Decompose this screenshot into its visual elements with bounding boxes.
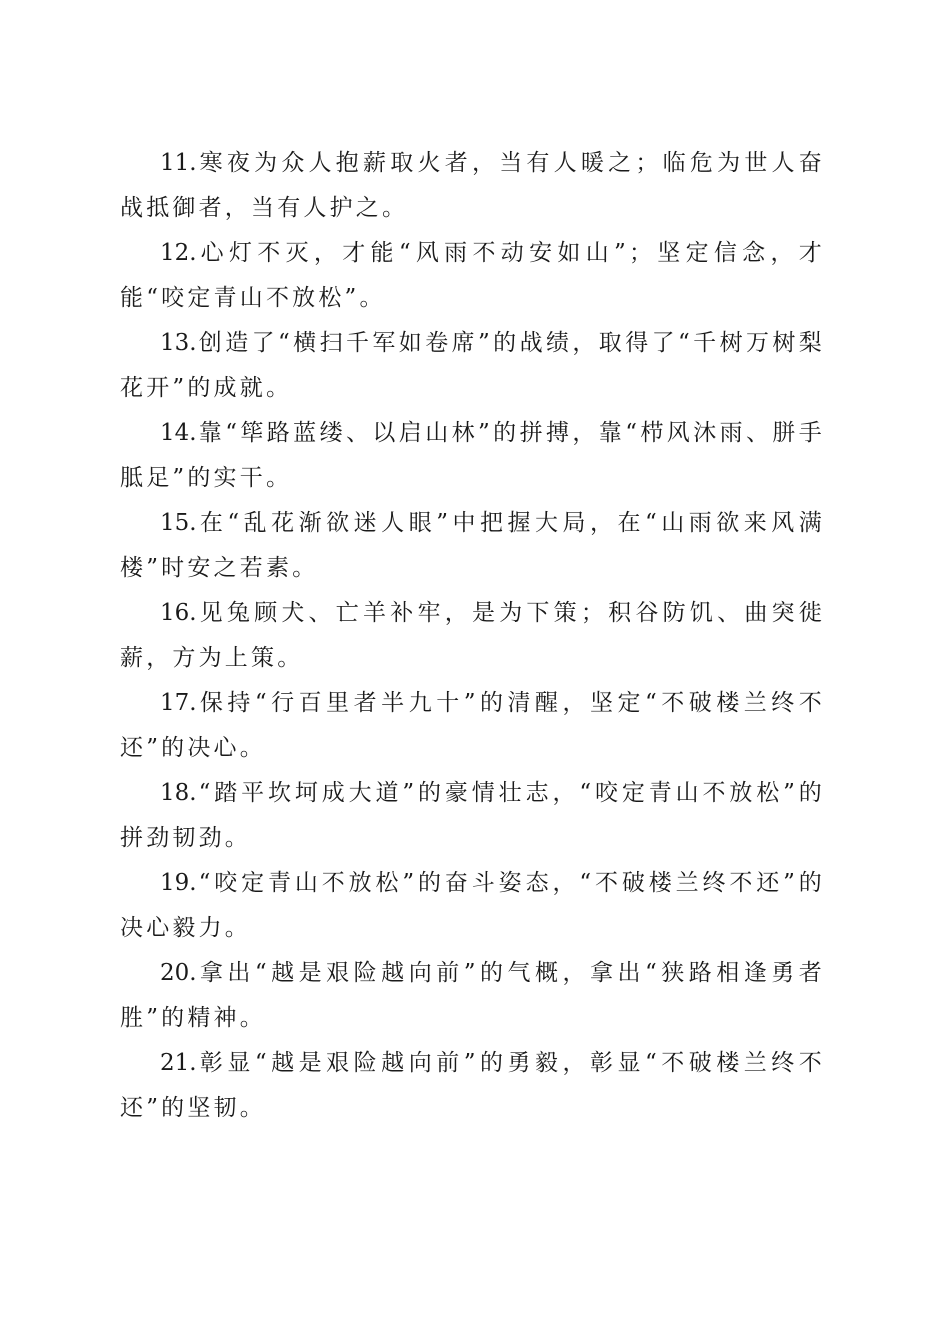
item-text: “踏平坎坷成大道”的豪情壮志，“咬定青山不放松”的拼劲韧劲。 bbox=[120, 780, 825, 851]
document-body bbox=[120, 141, 825, 1131]
item-number: 17. bbox=[160, 690, 197, 716]
list-item bbox=[120, 501, 825, 591]
item-text: 寒夜为众人抱薪取火者，当有人暖之；临危为世人奋战抵御者，当有人护之。 bbox=[120, 150, 825, 221]
list-item bbox=[120, 141, 825, 231]
item-number: 19. bbox=[160, 870, 197, 896]
list-item bbox=[120, 861, 825, 951]
item-number: 21. bbox=[160, 1050, 197, 1076]
item-number: 12. bbox=[160, 240, 197, 266]
item-number: 14. bbox=[160, 420, 197, 446]
list-item bbox=[120, 681, 825, 771]
item-text: “咬定青山不放松”的奋斗姿态，“不破楼兰终不还”的决心毅力。 bbox=[120, 870, 825, 941]
item-text: 见兔顾犬、亡羊补牢，是为下策；积谷防饥、曲突徙薪，方为上策。 bbox=[120, 600, 825, 671]
list-item bbox=[120, 321, 825, 411]
item-number: 18. bbox=[160, 780, 197, 806]
item-text: 拿出“越是艰险越向前”的气概，拿出“狭路相逢勇者胜”的精神。 bbox=[120, 960, 825, 1031]
item-text: 保持“行百里者半九十”的清醒，坚定“不破楼兰终不还”的决心。 bbox=[120, 690, 825, 761]
item-text: 在“乱花渐欲迷人眼”中把握大局，在“山雨欲来风满楼”时安之若素。 bbox=[120, 510, 825, 581]
item-text: 靠“筚路蓝缕、以启山林”的拼搏，靠“栉风沐雨、胼手胝足”的实干。 bbox=[120, 420, 825, 491]
item-number: 13. bbox=[160, 330, 197, 356]
item-number: 15. bbox=[160, 510, 197, 536]
list-item bbox=[120, 231, 825, 321]
list-item bbox=[120, 1041, 825, 1131]
item-text: 心灯不灭，才能“风雨不动安如山”；坚定信念，才能“咬定青山不放松”。 bbox=[120, 240, 825, 311]
item-text: 创造了“横扫千军如卷席”的战绩，取得了“千树万树梨花开”的成就。 bbox=[120, 330, 825, 401]
item-number: 16. bbox=[160, 600, 197, 626]
list-item bbox=[120, 591, 825, 681]
list-item bbox=[120, 771, 825, 861]
list-item bbox=[120, 411, 825, 501]
item-number: 20. bbox=[160, 960, 197, 986]
item-text: 彰显“越是艰险越向前”的勇毅，彰显“不破楼兰终不还”的坚韧。 bbox=[120, 1050, 825, 1121]
item-number: 11. bbox=[160, 150, 197, 176]
list-item bbox=[120, 951, 825, 1041]
